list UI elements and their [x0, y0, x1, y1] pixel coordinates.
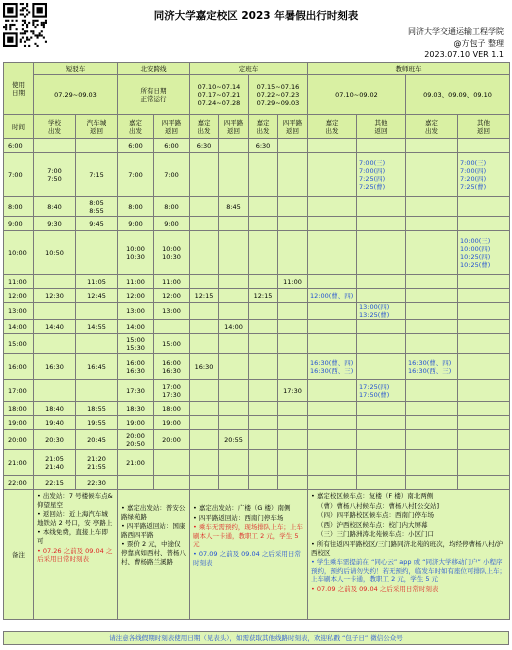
note-item: （曹）曹杨八村候车点：曹杨八村[公交站] — [317, 501, 440, 510]
schedule-cell — [190, 402, 219, 416]
note-item: • 本线免费，直接上车即可 — [37, 528, 108, 545]
schedule-cell — [357, 289, 406, 303]
schedule-cell — [308, 450, 357, 476]
schedule-cell — [34, 380, 76, 402]
org-author: @方包子 整理 — [453, 38, 504, 48]
schedule-cell: 22:15 — [34, 476, 76, 490]
schedule-cell: 12:00 — [118, 289, 154, 303]
use-date-label: 使用 日期 — [4, 63, 34, 115]
schedule-cell: 7:00 7:50 — [34, 153, 76, 197]
schedule-cell: 21:00 — [118, 450, 154, 476]
schedule-cell — [308, 476, 357, 490]
schedule-cell — [219, 402, 249, 416]
schedule-cell — [357, 197, 406, 217]
schedule-cell — [249, 197, 278, 217]
schedule-cell: 19:00 — [118, 416, 154, 430]
schedule-cell — [249, 231, 278, 275]
date-beian: 所有日期 正常运行 — [118, 75, 190, 115]
table-row — [4, 153, 510, 197]
schedule-cell: 11:00 — [118, 275, 154, 289]
schedule-cell — [219, 231, 249, 275]
schedule-cell: 16:00 16:30 — [154, 354, 190, 380]
schedule-cell: 8:40 — [34, 197, 76, 217]
schedule-cell — [458, 416, 510, 430]
schedule-cell — [249, 275, 278, 289]
column-header: 嘉定 出发 — [190, 115, 219, 139]
schedule-cell: 9:45 — [76, 217, 118, 231]
schedule-cell: 22:30 — [76, 476, 118, 490]
schedule-cell — [278, 334, 308, 354]
schedule-cell: 15:00 15:30 — [118, 334, 154, 354]
schedule-cell — [406, 402, 458, 416]
schedule-cell: 16:30(曹、四) 16:30(西、三) — [406, 354, 458, 380]
time-cell: 20:00 — [4, 430, 34, 450]
schedule-cell — [154, 450, 190, 476]
schedule-cell — [219, 476, 249, 490]
schedule-table — [3, 62, 510, 620]
schedule-cell — [249, 320, 278, 334]
schedule-cell: 12:45 — [76, 289, 118, 303]
schedule-cell — [278, 231, 308, 275]
schedule-cell — [34, 139, 76, 153]
date-fixed-2: 07.15~07.16 07.22~07.23 07.29~09.03 — [249, 75, 308, 115]
schedule-cell — [118, 476, 154, 490]
schedule-cell: 14:00 — [219, 320, 249, 334]
schedule-cell — [406, 476, 458, 490]
table-row — [4, 303, 510, 320]
schedule-cell: 11:00 — [278, 275, 308, 289]
schedule-cell — [219, 153, 249, 197]
table-row — [4, 139, 510, 153]
schedule-cell: 8:00 — [118, 197, 154, 217]
schedule-cell: 8:00 — [154, 197, 190, 217]
table-row — [4, 430, 510, 450]
schedule-cell — [357, 416, 406, 430]
schedule-cell — [406, 450, 458, 476]
schedule-cell — [249, 153, 278, 197]
schedule-cell — [190, 450, 219, 476]
schedule-cell — [190, 231, 219, 275]
schedule-cell — [219, 416, 249, 430]
column-header: 嘉定 出发 — [308, 115, 357, 139]
note-warning: • 07.09 之前及 09.04 之后采用日常时刻表 — [311, 584, 439, 593]
schedule-cell: 13:00 — [118, 303, 154, 320]
schedule-cell — [308, 217, 357, 231]
column-header: 四平路 返回 — [154, 115, 190, 139]
schedule-cell — [76, 334, 118, 354]
schedule-cell — [219, 354, 249, 380]
schedule-cell — [154, 476, 190, 490]
schedule-cell — [357, 320, 406, 334]
schedule-cell — [249, 380, 278, 402]
note-item: • 四平路返回站：国康路西四平路 — [121, 522, 186, 539]
schedule-cell — [249, 450, 278, 476]
schedule-cell: 8:05 8:55 — [76, 197, 118, 217]
schedule-cell: 11:05 — [76, 275, 118, 289]
schedule-cell — [76, 380, 118, 402]
schedule-cell — [249, 416, 278, 430]
schedule-cell: 7:15 — [76, 153, 118, 197]
schedule-cell: 12:15 — [190, 289, 219, 303]
page-title: 同济大学嘉定校区 2023 年暑假出行时刻表 — [153, 10, 359, 22]
schedule-cell — [357, 275, 406, 289]
schedule-cell — [190, 217, 219, 231]
schedule-cell — [190, 153, 219, 197]
table-row — [4, 450, 510, 476]
column-header: 其他 返回 — [357, 115, 406, 139]
schedule-cell — [357, 430, 406, 450]
schedule-cell — [406, 416, 458, 430]
schedule-cell — [190, 303, 219, 320]
column-header: 其他 返回 — [458, 115, 510, 139]
schedule-cell: 21:05 21:40 — [34, 450, 76, 476]
schedule-cell — [406, 197, 458, 217]
schedule-cell: 6:30 — [190, 139, 219, 153]
column-header: 四平路 返回 — [278, 115, 308, 139]
schedule-cell: 12:00 — [154, 289, 190, 303]
footer-notice: 请注意各线假期时刻表使用日期（见表头），如需获取其他线路时刻表，欢迎私戳 “包子日” 微信公众号 — [3, 631, 509, 645]
schedule-cell — [278, 430, 308, 450]
schedule-cell — [219, 139, 249, 153]
schedule-cell: 10:00 10:30 — [154, 231, 190, 275]
schedule-cell — [278, 416, 308, 430]
schedule-cell — [357, 476, 406, 490]
schedule-cell: 13:00 — [154, 303, 190, 320]
table-row — [4, 275, 510, 289]
schedule-cell — [278, 197, 308, 217]
schedule-cell — [458, 334, 510, 354]
schedule-cell — [308, 416, 357, 430]
schedule-cell: 7:00(三) 7:00(四) 7:20(四) 7:25(曹) — [458, 153, 510, 197]
schedule-cell — [357, 139, 406, 153]
schedule-cell: 8:45 — [219, 197, 249, 217]
schedule-cell — [249, 217, 278, 231]
schedule-cell — [458, 139, 510, 153]
schedule-cell — [458, 380, 510, 402]
column-header: 嘉定 出发 — [118, 115, 154, 139]
time-cell: 9:00 — [4, 217, 34, 231]
schedule-cell: 15:00 — [154, 334, 190, 354]
schedule-cell: 12:15 — [249, 289, 278, 303]
schedule-cell — [278, 303, 308, 320]
schedule-cell — [34, 275, 76, 289]
schedule-cell — [190, 320, 219, 334]
schedule-cell: 17:30 — [278, 380, 308, 402]
time-cell: 17:00 — [4, 380, 34, 402]
schedule-cell — [34, 334, 76, 354]
schedule-cell: 16:30 — [34, 354, 76, 380]
time-cell: 19:00 — [4, 416, 34, 430]
schedule-cell — [219, 334, 249, 354]
schedule-cell — [278, 139, 308, 153]
schedule-cell — [357, 231, 406, 275]
schedule-cell — [357, 354, 406, 380]
schedule-cell: 10:00 10:30 — [118, 231, 154, 275]
note-warning: • 07.09 之前及 09.04 之后采用日常时刻表 — [193, 549, 301, 567]
schedule-cell — [458, 217, 510, 231]
schedule-cell: 7:00 — [118, 153, 154, 197]
schedule-cell: 9:00 — [154, 217, 190, 231]
schedule-cell — [249, 303, 278, 320]
schedule-cell — [458, 354, 510, 380]
schedule-cell: 11:00 — [154, 275, 190, 289]
schedule-cell: 16:30 — [190, 354, 219, 380]
schedule-cell — [406, 334, 458, 354]
date-teacher-2: 09.03、09.09、09.10 — [406, 75, 510, 115]
schedule-cell — [308, 380, 357, 402]
time-cell: 16:00 — [4, 354, 34, 380]
table-row — [4, 217, 510, 231]
schedule-cell — [219, 217, 249, 231]
note-item: • 嘉定出发站：普安公路绿苑路 — [121, 504, 186, 521]
schedule-cell: 9:00 — [118, 217, 154, 231]
table-row — [4, 197, 510, 217]
schedule-cell — [357, 402, 406, 416]
schedule-cell — [308, 231, 357, 275]
schedule-cell — [308, 430, 357, 450]
schedule-cell — [219, 303, 249, 320]
schedule-cell — [219, 380, 249, 402]
column-header: 四平路 返回 — [219, 115, 249, 139]
table-row — [4, 289, 510, 303]
schedule-cell — [76, 139, 118, 153]
schedule-cell — [458, 430, 510, 450]
schedule-cell — [458, 402, 510, 416]
column-header: 学校 出发 — [34, 115, 76, 139]
schedule-cell: 10:50 — [34, 231, 76, 275]
schedule-cell — [278, 354, 308, 380]
note-item: • 乘车无需预约，现场排队上车；上车刷本人一卡通，教职工 2 元，学生 5 元 — [193, 523, 303, 549]
time-cell: 6:00 — [4, 139, 34, 153]
note-item: • 所有往返四平路校区/三门路同济北苑的班次，均经停曹杨八村/沪西校区 — [311, 539, 504, 557]
schedule-cell — [406, 320, 458, 334]
schedule-cell — [249, 334, 278, 354]
schedule-cell — [190, 197, 219, 217]
time-cell: 7:00 — [4, 153, 34, 197]
org-version: 2023.07.10 VER 1.1 — [424, 50, 504, 59]
schedule-cell: 17:30 — [118, 380, 154, 402]
schedule-cell: 20:30 — [34, 430, 76, 450]
note-item: • 嘉定校区候车点：复楼（F 楼）南北两侧 — [311, 492, 434, 500]
table-row — [4, 402, 510, 416]
notes-shuttle — [34, 490, 118, 620]
column-header: 嘉定 出发 — [406, 115, 458, 139]
notes-beian — [118, 490, 190, 620]
table-row — [4, 320, 510, 334]
route-fixed: 定班车 — [190, 63, 308, 75]
schedule-cell — [249, 402, 278, 416]
note-item: • 四平路返回站：西南门停车场 — [193, 513, 284, 522]
time-cell: 21:00 — [4, 450, 34, 476]
notes-label: 备注 — [4, 490, 34, 620]
schedule-cell — [357, 334, 406, 354]
schedule-cell: 12:00(曹、四) — [308, 289, 357, 303]
schedule-cell — [278, 217, 308, 231]
note-item: • 学生乘车需提前在 “同心云” app 或 “同济大学移动门户” 小程序预约，预约后请勿失约！若无预约，临发车时如有座位可排队上车；上车刷本人一卡通，教职工 2 元，学生 5 元 — [311, 558, 506, 584]
note-item: • 返回站：近上海汽车城地铁站 2 号口，安 亭路上 — [37, 510, 113, 527]
notes-fixed — [190, 490, 308, 620]
schedule-cell: 7:00(三) 7:00(四) 7:25(四) 7:25(曹) — [357, 153, 406, 197]
route-shuttle: 短驳车 — [34, 63, 118, 75]
schedule-cell: 14:00 — [118, 320, 154, 334]
note-warning: • 07.26 之前及 09.04 之后采用日常时刻表 — [37, 546, 113, 564]
schedule-cell — [278, 476, 308, 490]
schedule-cell: 6:00 — [118, 139, 154, 153]
note-item: （西）沪西校区候车点：校门内大屏幕 — [317, 520, 428, 529]
time-cell: 8:00 — [4, 197, 34, 217]
organizer-info — [408, 26, 504, 61]
schedule-cell: 6:00 — [154, 139, 190, 153]
time-cell: 10:00 — [4, 231, 34, 275]
schedule-cell — [406, 430, 458, 450]
schedule-cell — [190, 416, 219, 430]
schedule-cell: 16:00 16:30 — [118, 354, 154, 380]
schedule-cell — [308, 320, 357, 334]
schedule-cell: 12:30 — [34, 289, 76, 303]
schedule-cell — [278, 153, 308, 197]
note-item: （四）四平路校区候车点：西南门停车场 — [317, 511, 434, 520]
table-row — [4, 334, 510, 354]
schedule-cell — [190, 430, 219, 450]
schedule-cell — [357, 450, 406, 476]
schedule-cell — [308, 153, 357, 197]
note-item: （三）三门路洲涛北苑候车点：小区门口 — [317, 530, 434, 539]
schedule-cell: 16:30(曹、四) 16:30(西、三) — [308, 354, 357, 380]
table-row — [4, 416, 510, 430]
schedule-cell — [458, 450, 510, 476]
time-cell: 12:00 — [4, 289, 34, 303]
column-header: 嘉定 出发 — [249, 115, 278, 139]
schedule-cell — [34, 303, 76, 320]
schedule-cell — [458, 197, 510, 217]
schedule-cell — [249, 354, 278, 380]
schedule-cell — [190, 334, 219, 354]
schedule-cell — [406, 380, 458, 402]
schedule-cell — [458, 320, 510, 334]
time-cell: 14:00 — [4, 320, 34, 334]
schedule-cell — [76, 303, 118, 320]
schedule-cell: 21:20 21:55 — [76, 450, 118, 476]
schedule-cell — [249, 476, 278, 490]
schedule-cell — [278, 402, 308, 416]
table-row — [4, 354, 510, 380]
schedule-cell — [219, 450, 249, 476]
schedule-cell: 17:25(四) 17:50(曹) — [357, 380, 406, 402]
schedule-cell: 17:00 17:30 — [154, 380, 190, 402]
column-header: 汽车城 返回 — [76, 115, 118, 139]
schedule-cell: 19:00 — [154, 416, 190, 430]
schedule-cell — [406, 275, 458, 289]
schedule-cell: 10:00(三) 10:00(四) 10:25(四) 10:25(曹) — [458, 231, 510, 275]
schedule-cell — [458, 303, 510, 320]
notes-teacher — [308, 490, 510, 620]
schedule-cell — [278, 289, 308, 303]
schedule-cell — [406, 217, 458, 231]
schedule-cell: 14:55 — [76, 320, 118, 334]
date-shuttle: 07.29~09.03 — [34, 75, 118, 115]
note-item: • 嘉定出发站：广楼（G 楼）南侧 — [193, 504, 291, 512]
schedule-cell — [406, 153, 458, 197]
schedule-cell — [357, 217, 406, 231]
schedule-cell: 6:30 — [249, 139, 278, 153]
note-item: • 出发站：7 号楼候车点&仰望星空 — [37, 492, 113, 509]
schedule-cell: 9:30 — [34, 217, 76, 231]
schedule-cell — [308, 275, 357, 289]
schedule-cell: 14:40 — [34, 320, 76, 334]
schedule-cell: 18:40 — [34, 402, 76, 416]
schedule-cell — [458, 289, 510, 303]
schedule-cell — [219, 289, 249, 303]
schedule-cell — [406, 289, 458, 303]
schedule-cell — [190, 275, 219, 289]
time-cell: 22:00 — [4, 476, 34, 490]
route-teacher: 教师班车 — [308, 63, 510, 75]
schedule-cell: 20:00 — [154, 430, 190, 450]
schedule-cell — [308, 334, 357, 354]
schedule-cell: 19:40 — [34, 416, 76, 430]
date-fixed-1: 07.10~07.14 07.17~07.21 07.24~07.28 — [190, 75, 249, 115]
schedule-cell: 7:00 — [154, 153, 190, 197]
org-name: 同济大学交通运输工程学院 — [408, 27, 504, 36]
schedule-cell — [458, 476, 510, 490]
schedule-cell — [308, 197, 357, 217]
schedule-cell: 18:00 — [154, 402, 190, 416]
schedule-cell — [154, 320, 190, 334]
schedule-cell: 20:55 — [219, 430, 249, 450]
schedule-cell — [406, 303, 458, 320]
schedule-cell: 16:45 — [76, 354, 118, 380]
schedule-cell — [308, 139, 357, 153]
route-beian: 北安跨线 — [118, 63, 190, 75]
schedule-cell — [76, 231, 118, 275]
schedule-cell: 19:55 — [76, 416, 118, 430]
time-label: 时间 — [4, 115, 34, 139]
note-item: • 票价 2 元，中途仅停靠真如西村、普杨八村、曹杨路兰溪路 — [121, 540, 186, 566]
time-cell: 13:00 — [4, 303, 34, 320]
table-row — [4, 380, 510, 402]
time-cell: 15:00 — [4, 334, 34, 354]
table-row — [4, 476, 510, 490]
date-teacher-1: 07.10~09.02 — [308, 75, 406, 115]
schedule-cell: 20:45 — [76, 430, 118, 450]
schedule-cell — [458, 275, 510, 289]
schedule-cell: 18:30 — [118, 402, 154, 416]
schedule-cell — [219, 275, 249, 289]
schedule-cell — [406, 231, 458, 275]
schedule-cell — [249, 430, 278, 450]
schedule-cell — [308, 303, 357, 320]
schedule-cell: 20:00 20:50 — [118, 430, 154, 450]
schedule-cell — [278, 320, 308, 334]
time-cell: 11:00 — [4, 275, 34, 289]
time-cell: 18:00 — [4, 402, 34, 416]
schedule-cell — [308, 402, 357, 416]
schedule-cell — [190, 380, 219, 402]
schedule-cell: 13:00(四) 13:25(曹) — [357, 303, 406, 320]
schedule-cell: 18:55 — [76, 402, 118, 416]
schedule-cell — [190, 476, 219, 490]
schedule-cell — [406, 139, 458, 153]
schedule-cell — [278, 450, 308, 476]
table-row — [4, 231, 510, 275]
